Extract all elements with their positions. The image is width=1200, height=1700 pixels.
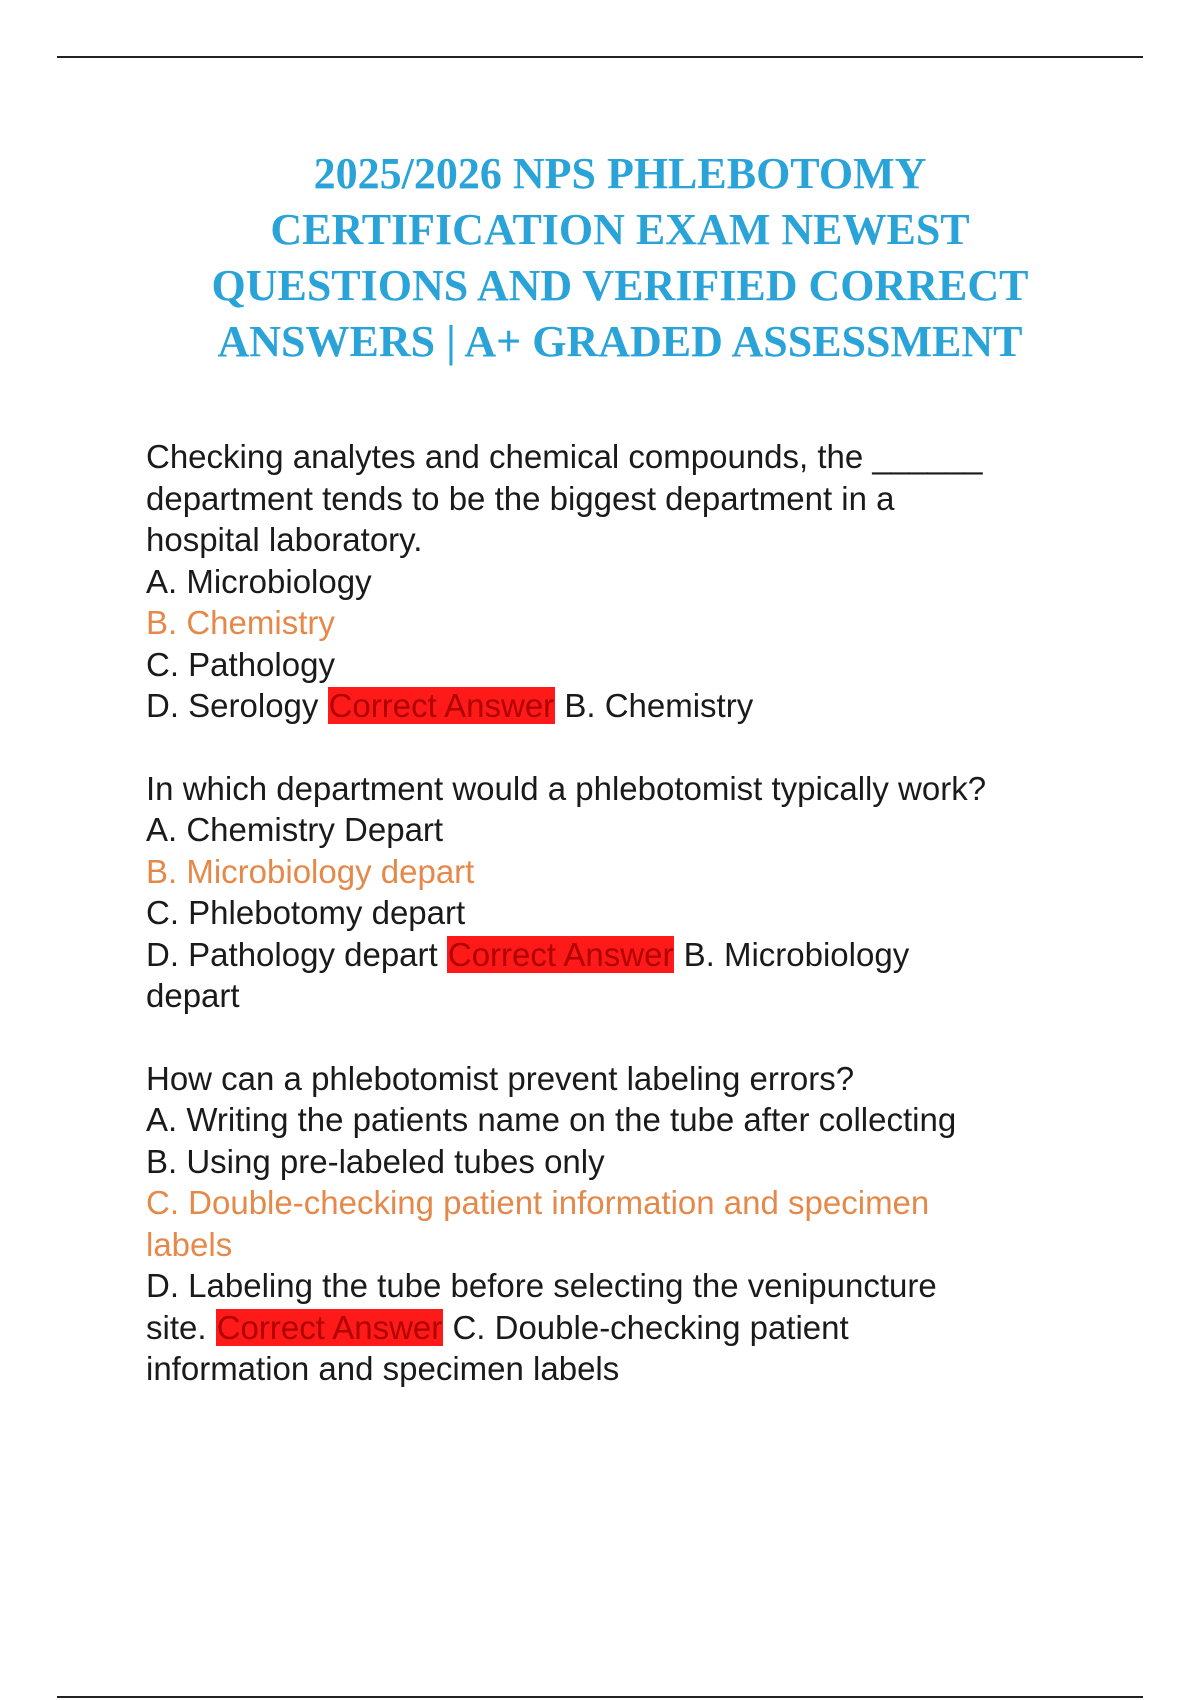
correct-answer-label: Correct Answer [216, 1308, 443, 1346]
option-c-correct-continued: labels [146, 1225, 233, 1263]
option-d-with-answer [146, 1307, 1146, 1349]
question-stem-line: department tends to be the biggest department in a [146, 479, 895, 517]
option-c: C. Pathology [146, 645, 335, 683]
title-line: ANSWERS | A+ GRADED ASSESSMENT [217, 317, 1023, 366]
option-b: B. Using pre-labeled tubes only [146, 1142, 605, 1180]
question-stem-line: In which department would a phlebotomist typically work? [146, 769, 987, 807]
answer-text-continued: information and specimen labels [146, 1350, 620, 1387]
correct-answer-label: Correct Answer [447, 935, 674, 973]
question-1 [146, 436, 1146, 727]
option-d-with-answer [146, 934, 1146, 976]
option-d: D. Pathology depart [146, 935, 438, 973]
option-c-correct: C. Double-checking patient information and specimen [146, 1184, 930, 1221]
option-d: D. Labeling the tube before selecting the venipuncture [146, 1267, 937, 1304]
option-a: A. Chemistry Depart [146, 811, 444, 848]
answer-text-continued: depart [146, 977, 240, 1014]
questions-body [146, 436, 1146, 1431]
title-line: 2025/2026 NPS PHLEBOTOMY [313, 149, 927, 198]
question-stem-line: Checking analytes and chemical compounds, the ______ [146, 438, 983, 475]
option-d-continued: site. [146, 1308, 207, 1346]
title-line: QUESTIONS AND VERIFIED CORRECT [211, 261, 1029, 310]
top-rule [57, 56, 1143, 58]
title-line: CERTIFICATION EXAM NEWEST [270, 205, 970, 254]
option-c: C. Phlebotomy depart [146, 894, 466, 931]
option-a: A. Writing the patients name on the tube after collecting [146, 1101, 957, 1138]
question-3 [146, 1058, 1146, 1390]
option-d-with-answer [146, 685, 1146, 727]
option-d: D. Serology [146, 687, 319, 724]
option-b-correct: B. Microbiology depart [146, 852, 475, 890]
option-a: A. Microbiology [146, 562, 372, 600]
answer-text: B. Microbiology [683, 935, 910, 973]
question-2 [146, 768, 1146, 1017]
question-stem-line: hospital laboratory. [146, 521, 423, 558]
bottom-rule [57, 1696, 1143, 1698]
document-title [150, 146, 1090, 370]
question-stem-line: How can a phlebotomist prevent labeling errors? [146, 1059, 855, 1097]
correct-answer-label: Correct Answer [328, 687, 555, 724]
answer-text: C. Double-checking patient [452, 1308, 849, 1346]
answer-text: B. Chemistry [564, 687, 754, 724]
option-b-correct: B. Chemistry [146, 604, 335, 641]
